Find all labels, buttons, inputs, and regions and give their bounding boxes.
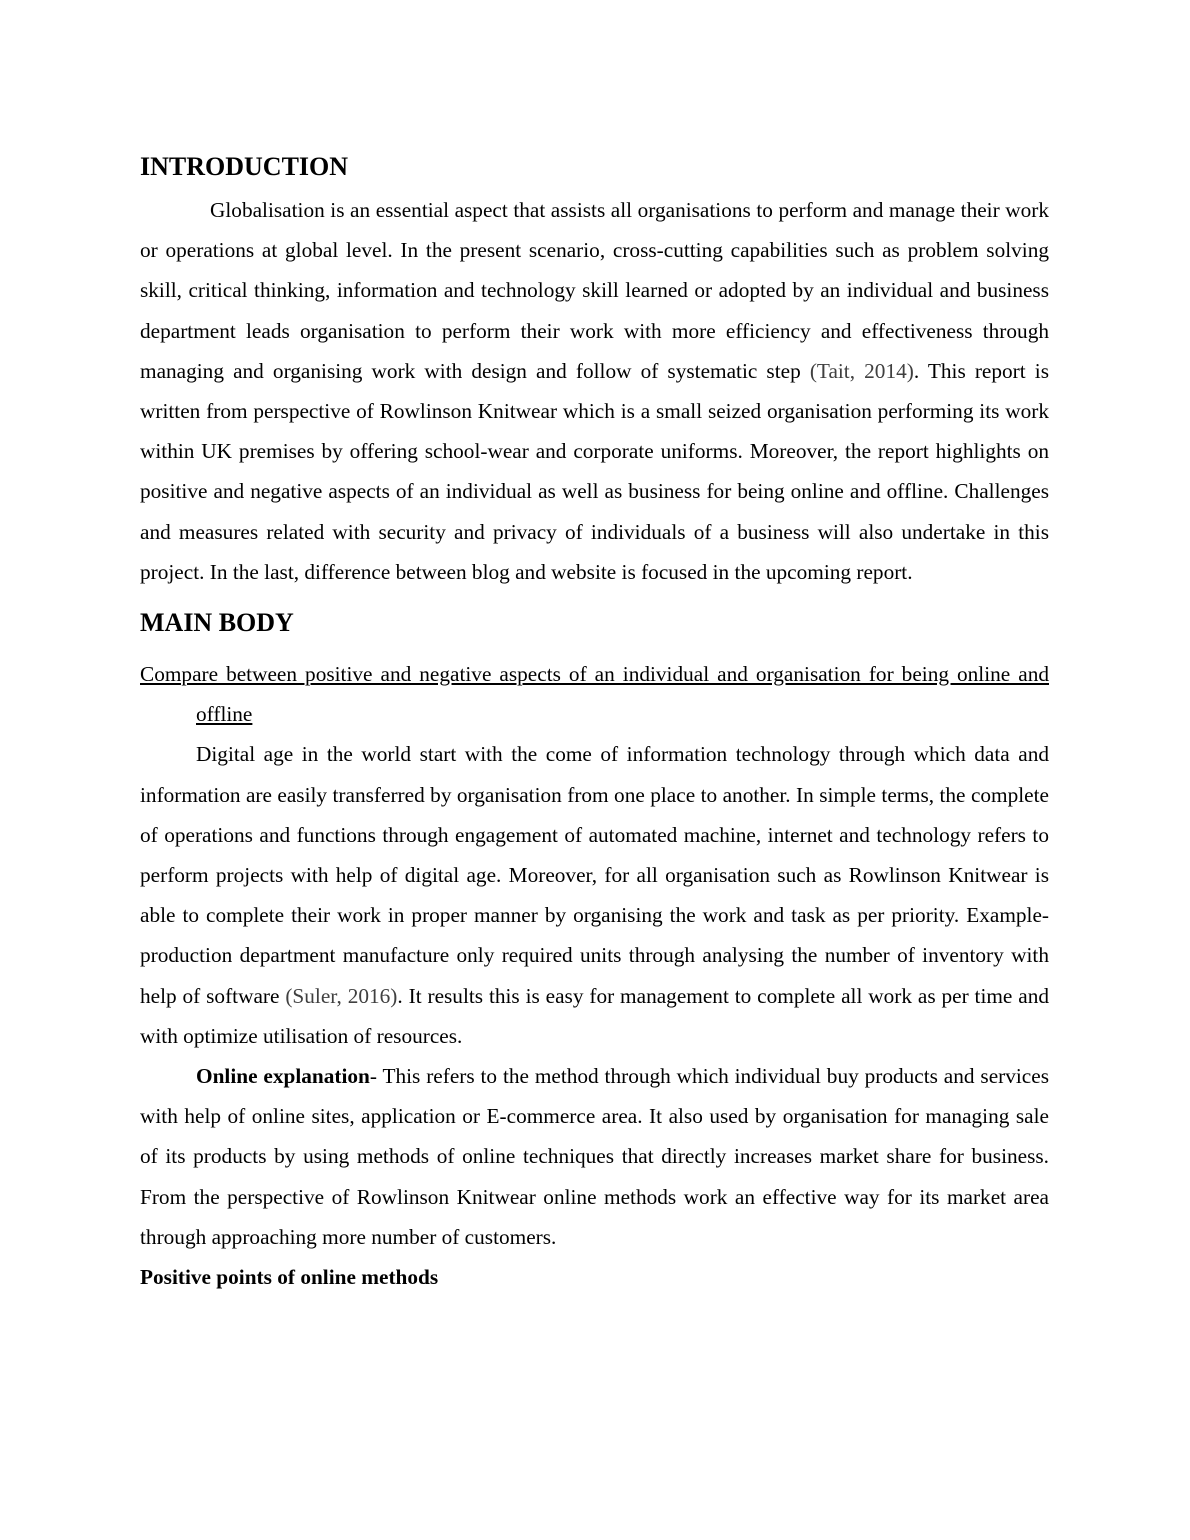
introduction-heading: INTRODUCTION [140,152,349,181]
citation-suler: (Suler, 2016) [285,983,398,1008]
digital-age-text-part-1: Digital age in the world start with the come of information technology through which data and information are easily transferred by organisation from one place to another. In simple terms, the complete of operations and functions through engagement of automated machine, internet and technology refers to perform projects with help of digital age. Moreover, for all organisation such as Rowlinson Knitwear is able to complete their work in proper manner by organising the work and task as per priority. Example- production department manufacture only required units through analysing the number of inventory with help of software [140,742,1049,1008]
comparison-subheading: Compare between positive and negative aspects of an individual and organisation for being online and offline [140,662,1049,727]
online-explanation-label: Online explanation [196,1064,370,1089]
online-explanation-paragraph [140,1056,1049,1257]
intro-text-part-2: . This report is written from perspective of Rowlinson Knitwear which is a small seized organisation performing its work within UK premises by offering school-wear and corporate uniforms. Moreover, the report highlights on positive and negative aspects of an individual as well as business for being online and offline. Challenges and measures related with security and privacy of individuals of a business will also undertake in this project. In the last, difference between blog and website is focused in the upcoming report. [140,358,1049,584]
introduction-paragraph [140,190,1049,592]
digital-age-paragraph [140,734,1049,1056]
document-page [140,150,1049,1297]
digital-age-text-part-2: . It results this is easy for management to complete all work as per time and with optimize utilisation of resources. [140,983,1049,1048]
intro-text-part-1: Globalisation is an essential aspect that assists all organisations to perform and manage their work or operations at global level. In the present scenario, cross-cutting capabilities such as problem solving skill, critical thinking, information and technology skill learned or adopted by an individual and business department leads organisation to perform their work with more efficiency and effectiveness through managing and organising work with design and follow of systematic step [140,198,1049,383]
positive-points-heading: Positive points of online methods [140,1265,439,1290]
citation-tait: (Tait, 2014) [809,358,914,383]
online-explanation-text: - This refers to the method through which individual buy products and services with help of online sites, application or E-commerce area. It also used by organisation for managing sale of its products by using methods of online techniques that directly increases market share for business. From the perspective of Rowlinson Knitwear online methods work an effective way for its market area through approaching more number of customers. [140,1064,1049,1249]
main-body-heading: MAIN BODY [140,608,294,638]
